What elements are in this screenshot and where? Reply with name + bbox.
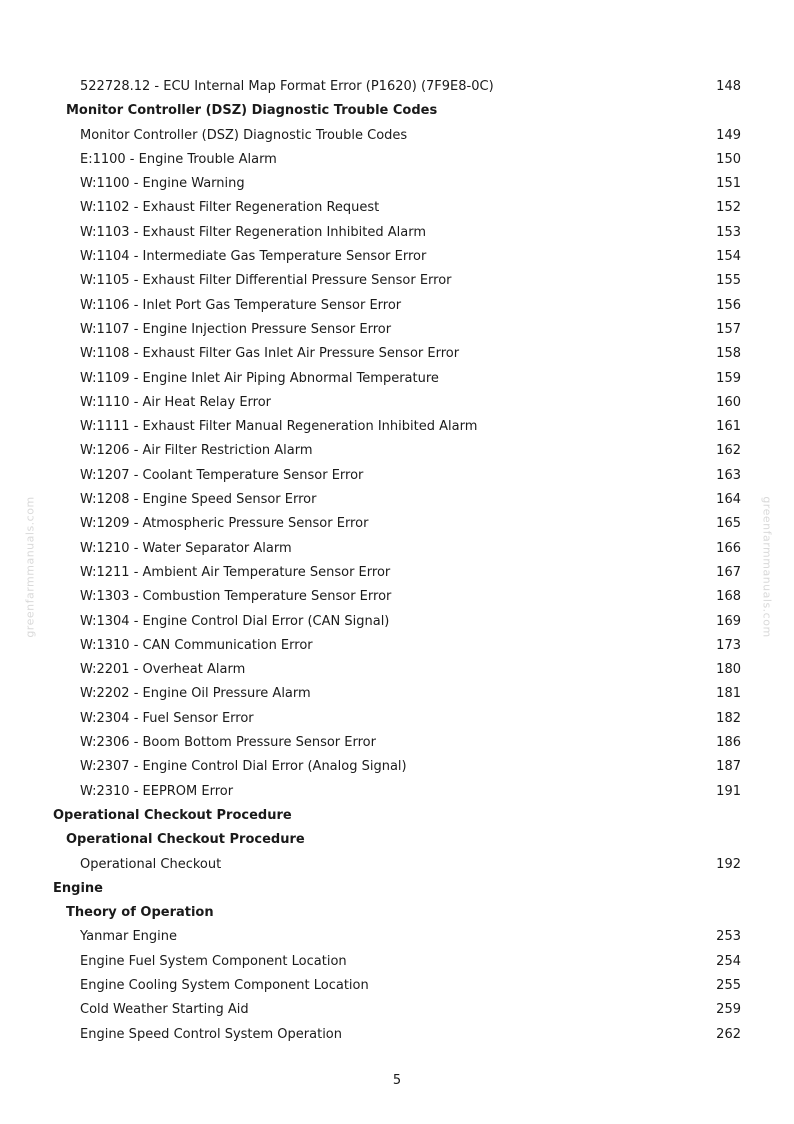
toc-entry-page: 180 (716, 662, 741, 678)
toc-entry[interactable] (0, 998, 794, 1022)
toc-entry-page: 259 (716, 1002, 741, 1018)
toc-entry-page: 182 (716, 710, 741, 726)
toc-entry[interactable] (0, 367, 794, 391)
toc-entry-page: 254 (716, 953, 741, 969)
toc-entry-title: W:1110 - Air Heat Relay Error (80, 394, 272, 410)
toc-entry-page: 187 (716, 759, 741, 775)
toc-entry[interactable] (0, 464, 794, 488)
table-of-contents (0, 75, 794, 1047)
toc-entry[interactable] (0, 925, 794, 949)
toc-entry-page: 167 (716, 564, 741, 580)
toc-entry-page: 157 (716, 321, 741, 337)
toc-subheading[interactable] (0, 99, 794, 123)
toc-entry[interactable] (0, 1023, 794, 1047)
toc-entry-page: 164 (716, 492, 741, 508)
toc-entry-title: W:1102 - Exhaust Filter Regeneration Request (80, 200, 380, 216)
toc-entry-title: W:1100 - Engine Warning (80, 176, 245, 192)
toc-entry[interactable] (0, 707, 794, 731)
watermark-right: greenfarmmanuals.com (760, 496, 774, 638)
toc-entry[interactable] (0, 512, 794, 536)
toc-entry-title: 522728.12 - ECU Internal Map Format Error (P1620) (7F9E8-0C) (80, 79, 494, 94)
toc-entry[interactable] (0, 585, 794, 609)
toc-entry-title: W:1108 - Exhaust Filter Gas Inlet Air Pressure Sensor Error (80, 346, 460, 362)
toc-entry-page: 163 (716, 467, 741, 483)
toc-entry-title: W:1104 - Intermediate Gas Temperature Sensor Error (80, 249, 427, 265)
toc-entry[interactable] (0, 950, 794, 974)
toc-entry[interactable] (0, 610, 794, 634)
toc-entry-title: Engine Fuel System Component Location (80, 953, 347, 969)
toc-subheading[interactable] (0, 828, 794, 852)
toc-entry-title: W:1105 - Exhaust Filter Differential Pressure Sensor Error (80, 273, 452, 289)
toc-entry-title: Operational Checkout (80, 856, 222, 872)
toc-entry-page: 191 (716, 783, 741, 799)
toc-entry-page: 148 (716, 79, 741, 94)
toc-entry[interactable] (0, 974, 794, 998)
toc-entry[interactable] (0, 148, 794, 172)
toc-entry-title: W:1303 - Combustion Temperature Sensor Error (80, 589, 392, 605)
toc-entry-title: W:1310 - CAN Communication Error (80, 637, 313, 653)
toc-entry[interactable] (0, 634, 794, 658)
toc-entry-page: 162 (716, 443, 741, 459)
toc-entry-title: W:1111 - Exhaust Filter Manual Regeneration Inhibited Alarm (80, 419, 478, 435)
toc-entry-page: 168 (716, 589, 741, 605)
toc-entry-title: W:2307 - Engine Control Dial Error (Analog Signal) (80, 759, 407, 775)
toc-entry-page: 155 (716, 273, 741, 289)
toc-entry-title: W:2306 - Boom Bottom Pressure Sensor Error (80, 735, 376, 751)
toc-heading[interactable] (0, 804, 794, 828)
toc-entry-page: 186 (716, 735, 741, 751)
toc-entry[interactable] (0, 269, 794, 293)
toc-entry-page: 166 (716, 540, 741, 556)
toc-entry-page: 156 (716, 297, 741, 313)
toc-entry-title: W:1209 - Atmospheric Pressure Sensor Error (80, 516, 369, 532)
toc-entry[interactable] (0, 731, 794, 755)
toc-entry-title: Monitor Controller (DSZ) Diagnostic Trouble Codes (66, 103, 438, 119)
page-number: 5 (392, 1073, 402, 1088)
toc-entry[interactable] (0, 221, 794, 245)
toc-entry[interactable] (0, 391, 794, 415)
toc-entry[interactable] (0, 415, 794, 439)
toc-entry-page: 159 (716, 370, 741, 386)
toc-entry[interactable] (0, 537, 794, 561)
toc-entry-page: 255 (716, 977, 741, 993)
toc-entry-title: Theory of Operation (66, 905, 214, 921)
toc-entry-page: 161 (716, 419, 741, 435)
toc-entry-page: 262 (716, 1026, 741, 1042)
toc-entry-title: W:1106 - Inlet Port Gas Temperature Sensor Error (80, 297, 402, 313)
toc-entry-page: 153 (716, 224, 741, 240)
toc-entry[interactable] (0, 682, 794, 706)
toc-entry-title: W:1207 - Coolant Temperature Sensor Error (80, 467, 364, 483)
toc-entry[interactable] (0, 172, 794, 196)
watermark-left: greenfarmmanuals.com (23, 496, 37, 638)
toc-entry-page: 181 (716, 686, 741, 702)
toc-entry-title: W:2304 - Fuel Sensor Error (80, 710, 254, 726)
toc-entry[interactable] (0, 294, 794, 318)
toc-entry-title: W:1206 - Air Filter Restriction Alarm (80, 443, 313, 459)
toc-entry-title: W:1304 - Engine Control Dial Error (CAN Signal) (80, 613, 390, 629)
toc-entry-page: 165 (716, 516, 741, 532)
toc-entry[interactable] (0, 561, 794, 585)
toc-entry-title: Engine Speed Control System Operation (80, 1026, 342, 1042)
toc-entry-title: W:2310 - EEPROM Error (80, 783, 234, 799)
toc-entry[interactable] (0, 196, 794, 220)
toc-entry-title: W:1107 - Engine Injection Pressure Sensor Error (80, 321, 392, 337)
toc-entry-title: Operational Checkout Procedure (53, 807, 292, 823)
toc-entry-page: 253 (716, 929, 741, 945)
toc-entry[interactable] (0, 75, 794, 99)
toc-entry[interactable] (0, 439, 794, 463)
toc-entry-title: W:1210 - Water Separator Alarm (80, 540, 292, 556)
toc-entry[interactable] (0, 658, 794, 682)
toc-entry-title: W:2201 - Overheat Alarm (80, 662, 246, 678)
toc-entry-title: Engine (53, 880, 103, 896)
toc-entry-title: W:2202 - Engine Oil Pressure Alarm (80, 686, 311, 702)
toc-entry[interactable] (0, 124, 794, 148)
toc-entry-title: Engine Cooling System Component Location (80, 977, 369, 993)
toc-entry-title: Operational Checkout Procedure (66, 832, 305, 848)
toc-entry-page: 173 (716, 637, 741, 653)
toc-entry[interactable] (0, 245, 794, 269)
toc-entry-page: 151 (716, 176, 741, 192)
toc-entry-page: 169 (716, 613, 741, 629)
toc-entry-page: 192 (716, 856, 741, 872)
toc-entry-title: W:1211 - Ambient Air Temperature Sensor Error (80, 564, 391, 580)
toc-entry[interactable] (0, 780, 794, 804)
toc-entry-page: 154 (716, 249, 741, 265)
toc-entry[interactable] (0, 488, 794, 512)
toc-entry[interactable] (0, 342, 794, 366)
toc-entry-title: Yanmar Engine (80, 929, 178, 945)
toc-entry-page: 150 (716, 151, 741, 167)
toc-entry-page: 158 (716, 346, 741, 362)
toc-entry[interactable] (0, 853, 794, 877)
toc-entry[interactable] (0, 318, 794, 342)
toc-entry-page: 160 (716, 394, 741, 410)
toc-entry[interactable] (0, 755, 794, 779)
toc-entry-title: Monitor Controller (DSZ) Diagnostic Trouble Codes (80, 127, 408, 143)
toc-subheading[interactable] (0, 901, 794, 925)
toc-entry-title: W:1109 - Engine Inlet Air Piping Abnormal Temperature (80, 370, 439, 386)
toc-entry-title: Cold Weather Starting Aid (80, 1002, 249, 1018)
toc-entry-page: 152 (716, 200, 741, 216)
toc-entry-title: W:1103 - Exhaust Filter Regeneration Inhibited Alarm (80, 224, 426, 240)
toc-entry-page: 149 (716, 127, 741, 143)
toc-entry-title: E:1100 - Engine Trouble Alarm (80, 151, 277, 167)
toc-entry-title: W:1208 - Engine Speed Sensor Error (80, 492, 317, 508)
toc-heading[interactable] (0, 877, 794, 901)
